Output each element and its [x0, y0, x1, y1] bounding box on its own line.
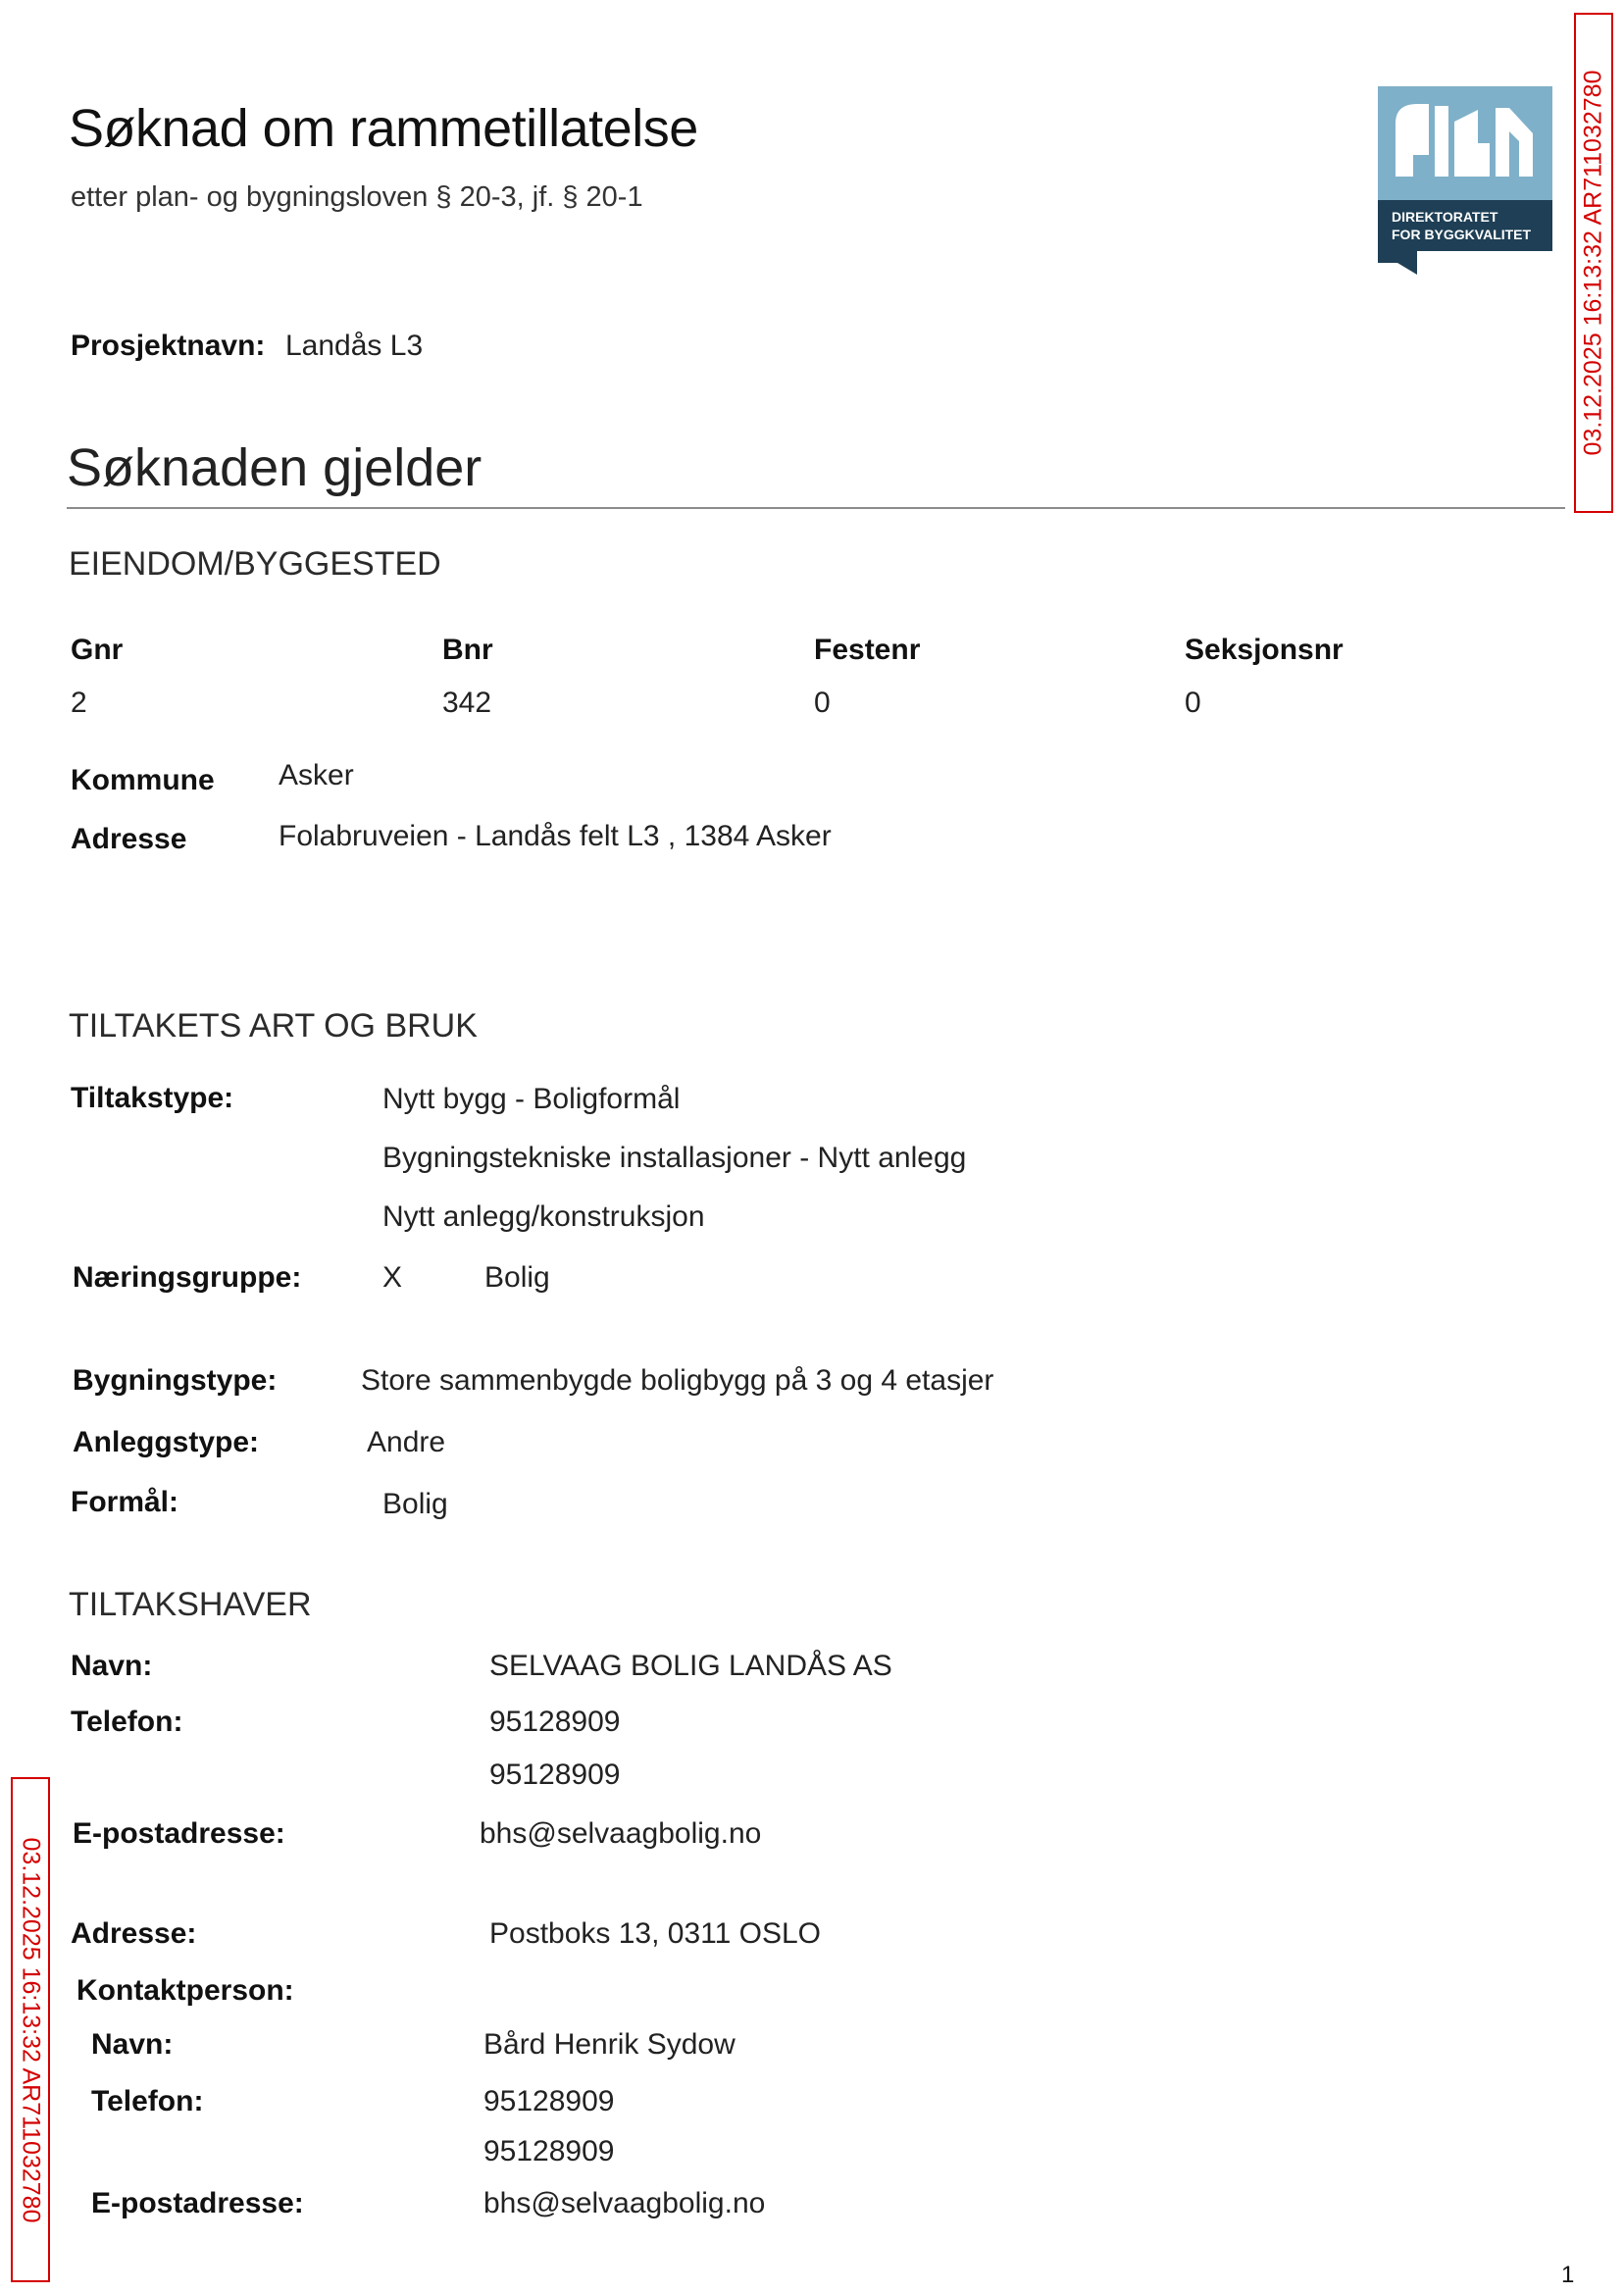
timestamp-stamp-top — [1574, 13, 1613, 513]
kommune-label: Kommune — [71, 764, 215, 796]
anleggstype-value: Andre — [367, 1426, 446, 1458]
festenr-value: 0 — [814, 687, 831, 719]
tiltakstype-item: Nytt bygg - Boligformål — [382, 1083, 681, 1115]
logo-line1: DIREKTORATET — [1392, 209, 1498, 225]
project-name-label: Prosjektnavn: — [71, 330, 266, 362]
section-heading-soknad: Søknaden gjelder — [67, 438, 482, 497]
kommune-value: Asker — [279, 759, 354, 791]
document-title: Søknad om rammetillatelse — [69, 99, 698, 158]
project-name-value: Landås L3 — [285, 330, 424, 362]
formal-value: Bolig — [382, 1488, 448, 1520]
section-divider — [67, 507, 1565, 509]
document-subtitle: etter plan- og bygningsloven § 20-3, jf. § 20-1 — [71, 181, 643, 213]
bygningstype-label: Bygningstype: — [73, 1364, 278, 1397]
adresse-label: Adresse — [71, 823, 187, 855]
tiltakshaver-adresse-value: Postboks 13, 0311 OSLO — [489, 1917, 821, 1950]
seksjonsnr-label: Seksjonsnr — [1185, 634, 1344, 666]
bnr-label: Bnr — [442, 634, 493, 666]
tiltakshaver-navn-value: SELVAAG BOLIG LANDÅS AS — [489, 1650, 892, 1682]
anleggstype-label: Anleggstype: — [73, 1426, 260, 1458]
tiltakshaver-telefon-value: 95128909 — [489, 1706, 621, 1738]
naeringsgruppe-value: Bolig — [484, 1261, 550, 1294]
logo-band — [1378, 200, 1552, 251]
kontakt-navn-label: Navn: — [91, 2028, 174, 2061]
stamp-text: 03.12.2025 16:13:32 AR711032780 — [17, 1837, 45, 2222]
section-heading-tiltakshaver: TILTAKSHAVER — [69, 1586, 312, 1623]
logo-line2: FOR BYGGKVALITET — [1392, 227, 1532, 242]
naeringsgruppe-label: Næringsgruppe: — [73, 1261, 302, 1294]
kontakt-telefon-value: 95128909 — [483, 2085, 615, 2117]
tiltakstype-item: Bygningstekniske installasjoner - Nytt anlegg — [382, 1142, 967, 1174]
section-heading-tiltak: TILTAKETS ART OG BRUK — [69, 1007, 478, 1045]
logo-flag — [1378, 251, 1417, 275]
tiltakshaver-telefon-value: 95128909 — [489, 1759, 621, 1791]
tiltakstype-label: Tiltakstype: — [71, 1082, 234, 1114]
tiltakstype-item: Nytt anlegg/konstruksjon — [382, 1200, 705, 1233]
kontakt-epost-value: bhs@selvaagbolig.no — [483, 2187, 766, 2219]
festenr-label: Festenr — [814, 634, 921, 666]
dibk-logo-icon — [1378, 86, 1552, 275]
tiltakshaver-navn-label: Navn: — [71, 1650, 153, 1682]
seksjonsnr-value: 0 — [1185, 687, 1201, 719]
bnr-value: 342 — [442, 687, 492, 719]
tiltakshaver-epost-label: E-postadresse: — [73, 1817, 285, 1850]
gnr-label: Gnr — [71, 634, 124, 666]
kontakt-telefon-value: 95128909 — [483, 2135, 615, 2167]
kontakt-telefon-label: Telefon: — [91, 2085, 204, 2117]
page-number: 1 — [1561, 2262, 1575, 2288]
kontakt-navn-value: Bård Henrik Sydow — [483, 2028, 736, 2061]
gnr-value: 2 — [71, 687, 87, 719]
dibk-logo — [1378, 86, 1552, 275]
kontakt-epost-label: E-postadresse: — [91, 2187, 304, 2219]
tiltakshaver-telefon-label: Telefon: — [71, 1706, 183, 1738]
naeringsgruppe-code: X — [382, 1261, 403, 1294]
bygningstype-value: Store sammenbygde boligbygg på 3 og 4 etasjer — [361, 1364, 994, 1397]
adresse-value: Folabruveien - Landås felt L3 , 1384 Asker — [279, 820, 832, 852]
kontaktperson-label: Kontaktperson: — [76, 1974, 294, 2007]
section-heading-eiendom: EIENDOM/BYGGESTED — [69, 545, 441, 583]
formal-label: Formål: — [71, 1486, 179, 1518]
timestamp-stamp-bottom — [11, 1777, 50, 2282]
tiltakshaver-adresse-label: Adresse: — [71, 1917, 197, 1950]
stamp-text: 03.12.2025 16:13:32 AR711032780 — [1579, 70, 1607, 456]
tiltakshaver-epost-value: bhs@selvaagbolig.no — [480, 1817, 762, 1850]
